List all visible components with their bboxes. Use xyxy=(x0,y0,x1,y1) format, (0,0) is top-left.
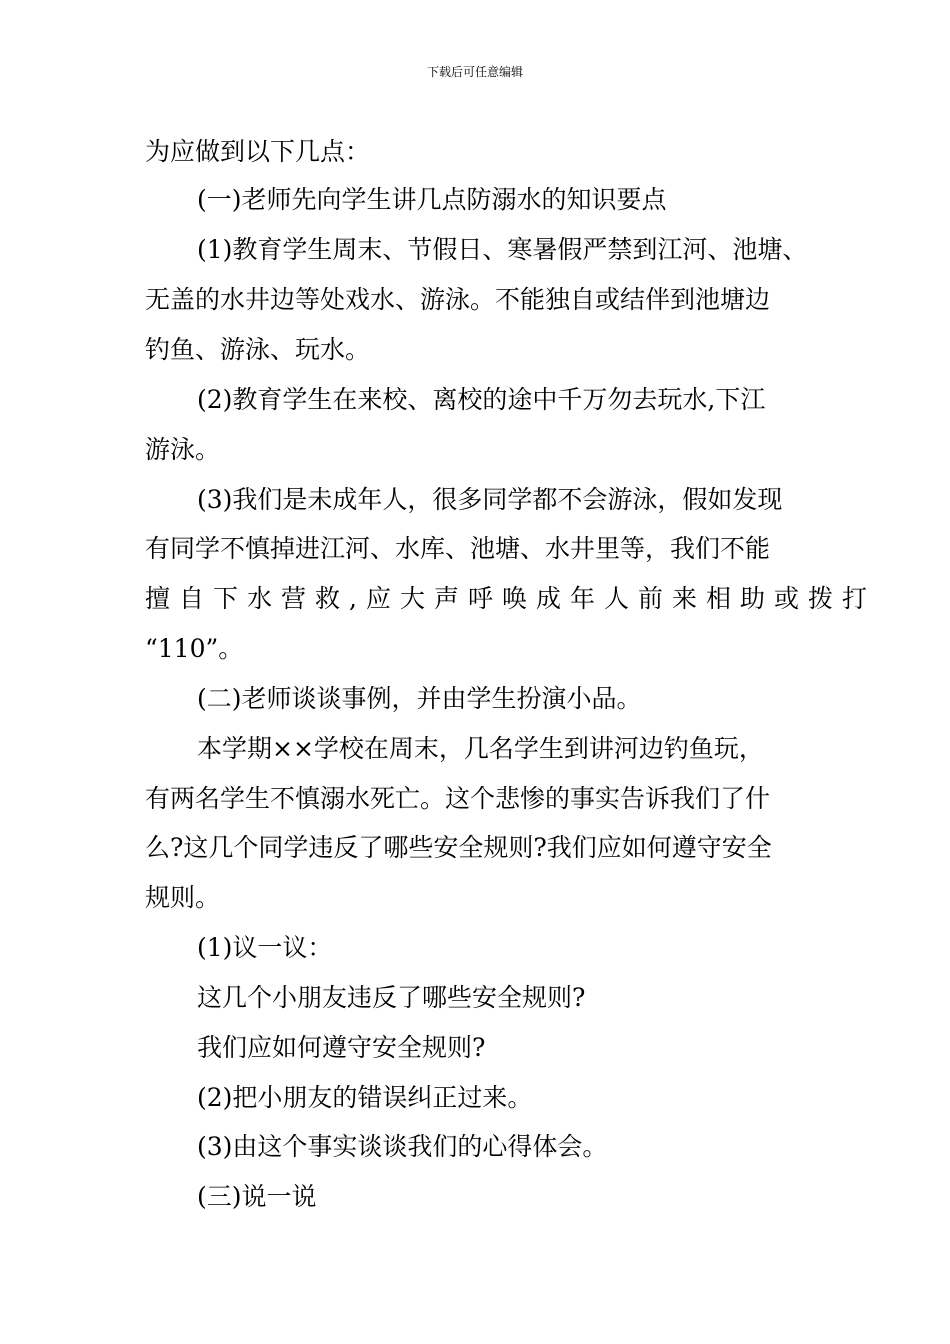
text-line: 钓鱼、游泳、玩水。 xyxy=(145,335,371,364)
text-line: 游泳。 xyxy=(145,435,221,464)
text-line: 规则。 xyxy=(145,883,221,912)
text-line: (1)议一议： xyxy=(197,933,333,962)
text-line: 有同学不慎掉进江河、水库、池塘、水井里等，我们不能 xyxy=(145,534,771,563)
text-line: (1)教育学生周末、节假日、寒暑假严禁到江河、池塘、 xyxy=(197,235,808,264)
text-line: 么?这几个同学违反了哪些安全规则?我们应如何遵守安全 xyxy=(145,833,772,862)
text-line: 擅自下水营救,应大声呼唤成年人前来相助或拨打 xyxy=(145,584,876,613)
text-line: 我们应如何遵守安全规则? xyxy=(197,1033,486,1062)
section-heading: (一)老师先向学生讲几点防溺水的知识要点 xyxy=(197,185,667,214)
text-line: 这几个小朋友违反了哪些安全规则? xyxy=(197,983,586,1012)
page-header: 下载后可任意编辑 xyxy=(426,65,523,79)
text-line: (3)我们是未成年人，很多同学都不会游泳，假如发现 xyxy=(197,485,783,514)
text-line: (3)由这个事实谈谈我们的心得体会。 xyxy=(197,1132,608,1161)
text-line: “110”。 xyxy=(145,634,244,663)
text-line: (2)把小朋友的错误纠正过来。 xyxy=(197,1083,533,1112)
text-line: 无盖的水井边等处戏水、游泳。不能独自或结伴到池塘边 xyxy=(145,285,771,314)
text-line: (2)教育学生在来校、离校的途中千万勿去玩水,下江 xyxy=(197,385,766,414)
section-heading: (二)老师谈谈事例，并由学生扮演小品。 xyxy=(197,684,642,713)
section-heading: (三)说一说 xyxy=(197,1182,317,1211)
text-line: 本学期××学校在周末，几名学生到讲河边钓鱼玩， xyxy=(197,734,764,763)
text-line: 有两名学生不慎溺水死亡。这个悲惨的事实告诉我们了什 xyxy=(145,784,771,813)
text-line: 为应做到以下几点： xyxy=(145,137,371,166)
